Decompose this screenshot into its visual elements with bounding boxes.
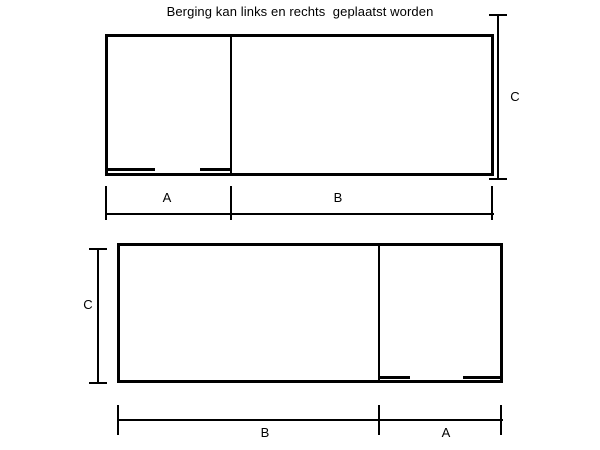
- page-title: Berging kan links en rechts geplaatst worden: [166, 4, 434, 19]
- bottom-dimension-tick-right: [500, 405, 502, 435]
- top-dimension-c-label: C: [510, 89, 520, 104]
- top-plan-wall-right: [491, 34, 494, 176]
- top-dimension-c-line: [497, 14, 499, 180]
- bottom-dimension-c-label: C: [83, 297, 93, 312]
- top-plan-door-stub-left: [105, 168, 155, 171]
- top-plan-wall-left: [105, 34, 108, 176]
- top-dimension-c-tick-top: [489, 14, 507, 16]
- bottom-plan-wall-top: [117, 243, 503, 246]
- bottom-dimension-c-line: [97, 248, 99, 384]
- bottom-dimension-c-tick-top: [89, 248, 107, 250]
- top-dimension-b-label: B: [333, 190, 343, 205]
- bottom-plan-partition-wall: [378, 243, 380, 383]
- top-plan-wall-top: [105, 34, 494, 37]
- top-dimension-ab-line: [105, 213, 494, 215]
- bottom-dimension-b-label: B: [260, 425, 270, 440]
- top-plan-door-stub-right: [200, 168, 230, 171]
- bottom-dimension-ba-line: [117, 419, 503, 421]
- bottom-dimension-tick-left: [117, 405, 119, 435]
- top-dimension-c-tick-bottom: [489, 178, 507, 180]
- bottom-plan-wall-left: [117, 243, 120, 383]
- bottom-dimension-a-label: A: [441, 425, 451, 440]
- bottom-plan-door-stub-left: [378, 376, 410, 379]
- top-plan-wall-bottom: [105, 173, 494, 176]
- bottom-dimension-c-tick-bottom: [89, 382, 107, 384]
- bottom-dimension-tick-mid: [378, 405, 380, 435]
- bottom-plan-wall-right: [500, 243, 503, 383]
- top-dimension-tick-mid: [230, 186, 232, 220]
- bottom-plan-door-stub-right: [463, 376, 503, 379]
- top-dimension-a-label: A: [162, 190, 172, 205]
- bottom-plan-wall-bottom: [117, 380, 503, 383]
- top-dimension-tick-right: [491, 186, 493, 220]
- top-dimension-tick-left: [105, 186, 107, 220]
- top-plan-partition-wall: [230, 34, 232, 176]
